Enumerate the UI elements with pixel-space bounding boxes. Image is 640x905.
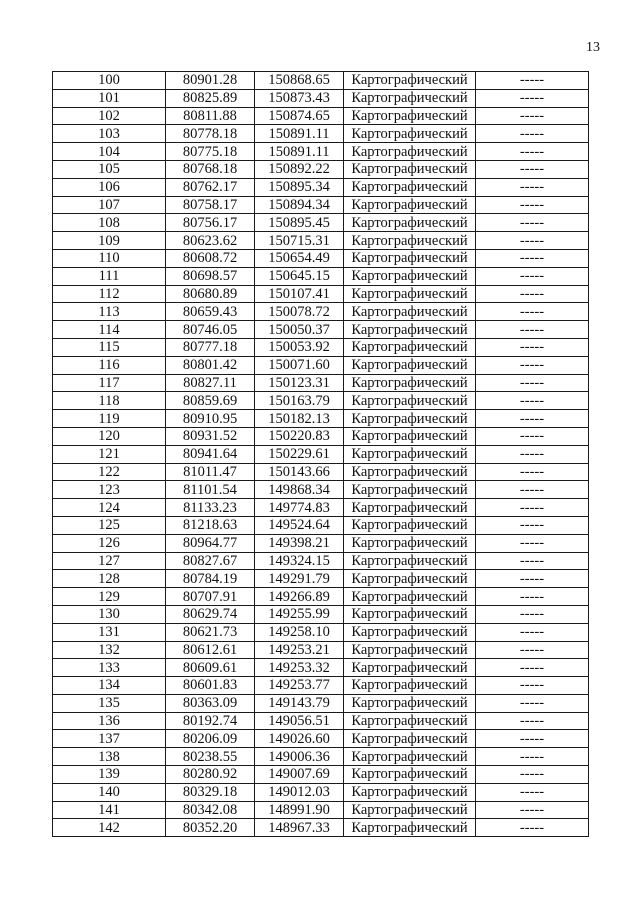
table-row: [53, 534, 589, 552]
point-number-cell: 114: [53, 321, 166, 339]
y-coordinate-cell: 150071.60: [255, 356, 344, 374]
table-row: [53, 641, 589, 659]
table-row: [53, 267, 589, 285]
method-cell: Картографический: [344, 125, 476, 143]
point-number-cell: 123: [53, 481, 166, 499]
table-row: [53, 481, 589, 499]
table-row: [53, 374, 589, 392]
point-number-cell: 119: [53, 410, 166, 428]
x-coordinate-cell: 80609.61: [166, 659, 255, 677]
table-row: [53, 748, 589, 766]
table-row: [53, 356, 589, 374]
x-coordinate-cell: 80931.52: [166, 427, 255, 445]
y-coordinate-cell: 150894.34: [255, 196, 344, 214]
point-number-cell: 101: [53, 89, 166, 107]
page-number: 13: [586, 40, 600, 55]
y-coordinate-cell: 150220.83: [255, 427, 344, 445]
y-coordinate-cell: 150123.31: [255, 374, 344, 392]
accuracy-cell: -----: [476, 160, 589, 178]
x-coordinate-cell: 80601.83: [166, 677, 255, 695]
accuracy-cell: -----: [476, 659, 589, 677]
point-number-cell: 121: [53, 445, 166, 463]
x-coordinate-cell: 80801.42: [166, 356, 255, 374]
x-coordinate-cell: 80811.88: [166, 107, 255, 125]
accuracy-cell: -----: [476, 427, 589, 445]
accuracy-cell: -----: [476, 677, 589, 695]
method-cell: Картографический: [344, 801, 476, 819]
x-coordinate-cell: 80342.08: [166, 801, 255, 819]
x-coordinate-cell: 80206.09: [166, 730, 255, 748]
method-cell: Картографический: [344, 374, 476, 392]
accuracy-cell: -----: [476, 712, 589, 730]
x-coordinate-cell: 80659.43: [166, 303, 255, 321]
x-coordinate-cell: 80778.18: [166, 125, 255, 143]
method-cell: Картографический: [344, 392, 476, 410]
y-coordinate-cell: 149524.64: [255, 516, 344, 534]
accuracy-cell: -----: [476, 72, 589, 90]
y-coordinate-cell: 149258.10: [255, 623, 344, 641]
accuracy-cell: -----: [476, 214, 589, 232]
x-coordinate-cell: 80784.19: [166, 570, 255, 588]
table-row: [53, 196, 589, 214]
y-coordinate-cell: 149255.99: [255, 605, 344, 623]
accuracy-cell: -----: [476, 89, 589, 107]
table-row: [53, 694, 589, 712]
y-coordinate-cell: 149253.21: [255, 641, 344, 659]
accuracy-cell: -----: [476, 819, 589, 837]
method-cell: Картографический: [344, 72, 476, 90]
x-coordinate-cell: 80621.73: [166, 623, 255, 641]
table-row: [53, 677, 589, 695]
x-coordinate-cell: 80756.17: [166, 214, 255, 232]
y-coordinate-cell: 149143.79: [255, 694, 344, 712]
table-row: [53, 445, 589, 463]
accuracy-cell: -----: [476, 801, 589, 819]
y-coordinate-cell: 150163.79: [255, 392, 344, 410]
method-cell: Картографический: [344, 623, 476, 641]
method-cell: Картографический: [344, 445, 476, 463]
table-row: [53, 819, 589, 837]
method-cell: Картографический: [344, 659, 476, 677]
point-number-cell: 112: [53, 285, 166, 303]
accuracy-cell: -----: [476, 748, 589, 766]
point-number-cell: 136: [53, 712, 166, 730]
accuracy-cell: -----: [476, 463, 589, 481]
accuracy-cell: -----: [476, 267, 589, 285]
table-row: [53, 730, 589, 748]
x-coordinate-cell: 81011.47: [166, 463, 255, 481]
table-row: [53, 303, 589, 321]
point-number-cell: 140: [53, 783, 166, 801]
y-coordinate-cell: 149253.32: [255, 659, 344, 677]
table-row: [53, 89, 589, 107]
x-coordinate-cell: 80768.18: [166, 160, 255, 178]
method-cell: Картографический: [344, 232, 476, 250]
point-number-cell: 125: [53, 516, 166, 534]
point-number-cell: 113: [53, 303, 166, 321]
method-cell: Картографический: [344, 303, 476, 321]
x-coordinate-cell: 80859.69: [166, 392, 255, 410]
point-number-cell: 104: [53, 143, 166, 161]
table-row: [53, 392, 589, 410]
point-number-cell: 139: [53, 766, 166, 784]
y-coordinate-cell: 149007.69: [255, 766, 344, 784]
accuracy-cell: -----: [476, 694, 589, 712]
method-cell: Картографический: [344, 338, 476, 356]
accuracy-cell: -----: [476, 321, 589, 339]
table-row: [53, 285, 589, 303]
point-number-cell: 108: [53, 214, 166, 232]
x-coordinate-cell: 80612.61: [166, 641, 255, 659]
y-coordinate-cell: 150078.72: [255, 303, 344, 321]
x-coordinate-cell: 80964.77: [166, 534, 255, 552]
point-number-cell: 126: [53, 534, 166, 552]
x-coordinate-cell: 80775.18: [166, 143, 255, 161]
y-coordinate-cell: 149026.60: [255, 730, 344, 748]
y-coordinate-cell: 150892.22: [255, 160, 344, 178]
y-coordinate-cell: 149006.36: [255, 748, 344, 766]
x-coordinate-cell: 80825.89: [166, 89, 255, 107]
accuracy-cell: -----: [476, 570, 589, 588]
point-number-cell: 107: [53, 196, 166, 214]
point-number-cell: 129: [53, 588, 166, 606]
method-cell: Картографический: [344, 552, 476, 570]
table-row: [53, 232, 589, 250]
point-number-cell: 111: [53, 267, 166, 285]
point-number-cell: 100: [53, 72, 166, 90]
accuracy-cell: -----: [476, 392, 589, 410]
point-number-cell: 128: [53, 570, 166, 588]
accuracy-cell: -----: [476, 766, 589, 784]
y-coordinate-cell: 149253.77: [255, 677, 344, 695]
accuracy-cell: -----: [476, 481, 589, 499]
table-row: [53, 72, 589, 90]
point-number-cell: 110: [53, 249, 166, 267]
table-row: [53, 783, 589, 801]
accuracy-cell: -----: [476, 641, 589, 659]
point-number-cell: 141: [53, 801, 166, 819]
method-cell: Картографический: [344, 463, 476, 481]
y-coordinate-cell: 148991.90: [255, 801, 344, 819]
y-coordinate-cell: 150715.31: [255, 232, 344, 250]
x-coordinate-cell: 80707.91: [166, 588, 255, 606]
method-cell: Картографический: [344, 694, 476, 712]
point-number-cell: 131: [53, 623, 166, 641]
table-row: [53, 249, 589, 267]
point-number-cell: 135: [53, 694, 166, 712]
method-cell: Картографический: [344, 321, 476, 339]
y-coordinate-cell: 149868.34: [255, 481, 344, 499]
table-row: [53, 214, 589, 232]
table-row: [53, 160, 589, 178]
coordinates-table-body: [53, 72, 589, 837]
y-coordinate-cell: 150182.13: [255, 410, 344, 428]
table-row: [53, 801, 589, 819]
y-coordinate-cell: 150654.49: [255, 249, 344, 267]
point-number-cell: 122: [53, 463, 166, 481]
table-row: [53, 107, 589, 125]
point-number-cell: 115: [53, 338, 166, 356]
point-number-cell: 106: [53, 178, 166, 196]
x-coordinate-cell: 80901.28: [166, 72, 255, 90]
point-number-cell: 124: [53, 499, 166, 517]
table-row: [53, 588, 589, 606]
y-coordinate-cell: 149266.89: [255, 588, 344, 606]
accuracy-cell: -----: [476, 338, 589, 356]
accuracy-cell: -----: [476, 445, 589, 463]
method-cell: Картографический: [344, 534, 476, 552]
x-coordinate-cell: 80762.17: [166, 178, 255, 196]
y-coordinate-cell: 150143.66: [255, 463, 344, 481]
point-number-cell: 118: [53, 392, 166, 410]
accuracy-cell: -----: [476, 374, 589, 392]
accuracy-cell: -----: [476, 534, 589, 552]
y-coordinate-cell: 150229.61: [255, 445, 344, 463]
method-cell: Картографический: [344, 783, 476, 801]
method-cell: Картографический: [344, 499, 476, 517]
accuracy-cell: -----: [476, 125, 589, 143]
accuracy-cell: -----: [476, 356, 589, 374]
method-cell: Картографический: [344, 143, 476, 161]
y-coordinate-cell: 150868.65: [255, 72, 344, 90]
x-coordinate-cell: 81133.23: [166, 499, 255, 517]
y-coordinate-cell: 149774.83: [255, 499, 344, 517]
accuracy-cell: -----: [476, 588, 589, 606]
x-coordinate-cell: 80827.11: [166, 374, 255, 392]
point-number-cell: 127: [53, 552, 166, 570]
x-coordinate-cell: 80758.17: [166, 196, 255, 214]
method-cell: Картографический: [344, 570, 476, 588]
method-cell: Картографический: [344, 730, 476, 748]
accuracy-cell: -----: [476, 605, 589, 623]
y-coordinate-cell: 149012.03: [255, 783, 344, 801]
method-cell: Картографический: [344, 178, 476, 196]
table-row: [53, 766, 589, 784]
accuracy-cell: -----: [476, 410, 589, 428]
accuracy-cell: -----: [476, 107, 589, 125]
x-coordinate-cell: 80777.18: [166, 338, 255, 356]
accuracy-cell: -----: [476, 285, 589, 303]
x-coordinate-cell: 80608.72: [166, 249, 255, 267]
table-row: [53, 570, 589, 588]
y-coordinate-cell: 150874.65: [255, 107, 344, 125]
y-coordinate-cell: 150895.45: [255, 214, 344, 232]
x-coordinate-cell: 80352.20: [166, 819, 255, 837]
table-row: [53, 125, 589, 143]
method-cell: Картографический: [344, 516, 476, 534]
table-row: [53, 463, 589, 481]
x-coordinate-cell: 80623.62: [166, 232, 255, 250]
accuracy-cell: -----: [476, 623, 589, 641]
x-coordinate-cell: 80280.92: [166, 766, 255, 784]
method-cell: Картографический: [344, 249, 476, 267]
table-row: [53, 338, 589, 356]
table-row: [53, 321, 589, 339]
point-number-cell: 117: [53, 374, 166, 392]
x-coordinate-cell: 80192.74: [166, 712, 255, 730]
table-row: [53, 659, 589, 677]
table-row: [53, 623, 589, 641]
method-cell: Картографический: [344, 410, 476, 428]
point-number-cell: 138: [53, 748, 166, 766]
method-cell: Картографический: [344, 819, 476, 837]
method-cell: Картографический: [344, 214, 476, 232]
accuracy-cell: -----: [476, 232, 589, 250]
x-coordinate-cell: 80363.09: [166, 694, 255, 712]
accuracy-cell: -----: [476, 249, 589, 267]
y-coordinate-cell: 149398.21: [255, 534, 344, 552]
accuracy-cell: -----: [476, 552, 589, 570]
table-row: [53, 712, 589, 730]
y-coordinate-cell: 149291.79: [255, 570, 344, 588]
y-coordinate-cell: 150891.11: [255, 125, 344, 143]
y-coordinate-cell: 149056.51: [255, 712, 344, 730]
method-cell: Картографический: [344, 160, 476, 178]
y-coordinate-cell: 150645.15: [255, 267, 344, 285]
point-number-cell: 109: [53, 232, 166, 250]
x-coordinate-cell: 80680.89: [166, 285, 255, 303]
table-row: [53, 499, 589, 517]
table-row: [53, 427, 589, 445]
x-coordinate-cell: 81218.63: [166, 516, 255, 534]
accuracy-cell: -----: [476, 178, 589, 196]
x-coordinate-cell: 80698.57: [166, 267, 255, 285]
x-coordinate-cell: 80629.74: [166, 605, 255, 623]
table-row: [53, 605, 589, 623]
y-coordinate-cell: 149324.15: [255, 552, 344, 570]
method-cell: Картографический: [344, 712, 476, 730]
accuracy-cell: -----: [476, 516, 589, 534]
method-cell: Картографический: [344, 766, 476, 784]
point-number-cell: 120: [53, 427, 166, 445]
method-cell: Картографический: [344, 677, 476, 695]
point-number-cell: 105: [53, 160, 166, 178]
point-number-cell: 103: [53, 125, 166, 143]
table-row: [53, 516, 589, 534]
y-coordinate-cell: 150050.37: [255, 321, 344, 339]
accuracy-cell: -----: [476, 499, 589, 517]
x-coordinate-cell: 80910.95: [166, 410, 255, 428]
point-number-cell: 134: [53, 677, 166, 695]
y-coordinate-cell: 148967.33: [255, 819, 344, 837]
method-cell: Картографический: [344, 267, 476, 285]
point-number-cell: 142: [53, 819, 166, 837]
point-number-cell: 133: [53, 659, 166, 677]
accuracy-cell: -----: [476, 783, 589, 801]
method-cell: Картографический: [344, 427, 476, 445]
accuracy-cell: -----: [476, 196, 589, 214]
table-row: [53, 410, 589, 428]
method-cell: Картографический: [344, 605, 476, 623]
x-coordinate-cell: 80827.67: [166, 552, 255, 570]
x-coordinate-cell: 80746.05: [166, 321, 255, 339]
method-cell: Картографический: [344, 89, 476, 107]
point-number-cell: 137: [53, 730, 166, 748]
coordinates-table: [52, 71, 589, 837]
point-number-cell: 130: [53, 605, 166, 623]
table-row: [53, 178, 589, 196]
accuracy-cell: -----: [476, 143, 589, 161]
method-cell: Картографический: [344, 481, 476, 499]
y-coordinate-cell: 150891.11: [255, 143, 344, 161]
point-number-cell: 132: [53, 641, 166, 659]
method-cell: Картографический: [344, 641, 476, 659]
method-cell: Картографический: [344, 356, 476, 374]
x-coordinate-cell: 81101.54: [166, 481, 255, 499]
point-number-cell: 102: [53, 107, 166, 125]
y-coordinate-cell: 150873.43: [255, 89, 344, 107]
x-coordinate-cell: 80238.55: [166, 748, 255, 766]
method-cell: Картографический: [344, 748, 476, 766]
method-cell: Картографический: [344, 588, 476, 606]
method-cell: Картографический: [344, 107, 476, 125]
x-coordinate-cell: 80941.64: [166, 445, 255, 463]
point-number-cell: 116: [53, 356, 166, 374]
method-cell: Картографический: [344, 196, 476, 214]
accuracy-cell: -----: [476, 303, 589, 321]
accuracy-cell: -----: [476, 730, 589, 748]
y-coordinate-cell: 150053.92: [255, 338, 344, 356]
y-coordinate-cell: 150895.34: [255, 178, 344, 196]
table-row: [53, 143, 589, 161]
table-row: [53, 552, 589, 570]
x-coordinate-cell: 80329.18: [166, 783, 255, 801]
y-coordinate-cell: 150107.41: [255, 285, 344, 303]
method-cell: Картографический: [344, 285, 476, 303]
